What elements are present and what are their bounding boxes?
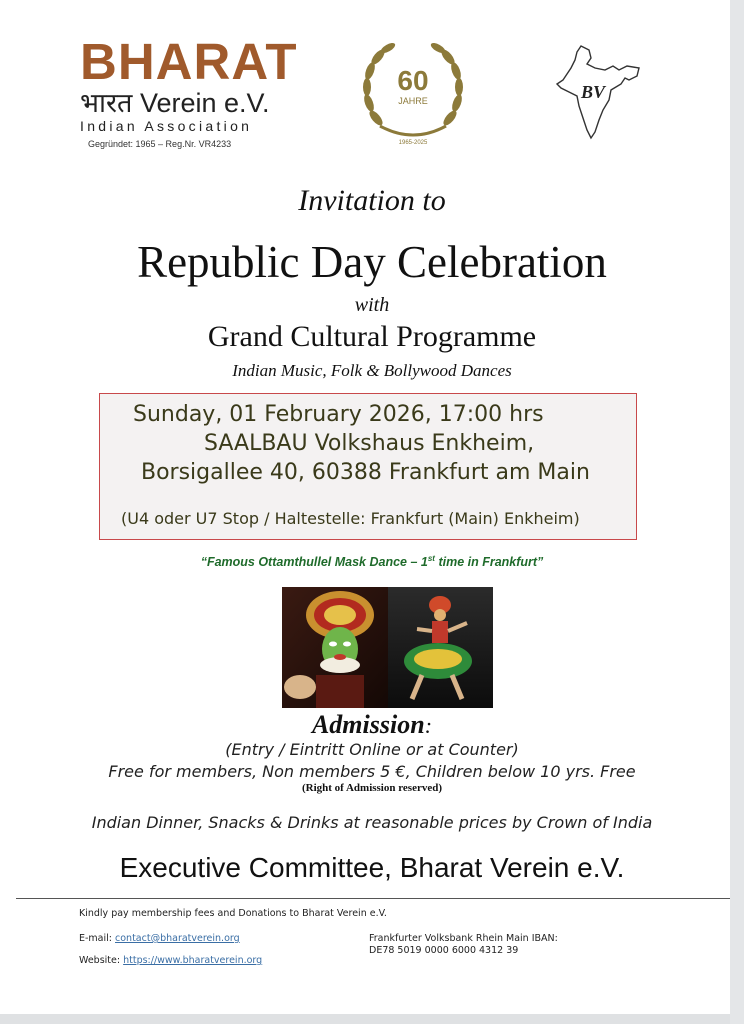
mask-dance-highlight xyxy=(0,554,744,569)
highlight-text-after: time in Frankfurt” xyxy=(434,555,544,570)
mask-dance-photos xyxy=(282,587,493,708)
right-scrollbar-area xyxy=(730,0,744,1024)
event-venue: SAALBAU Volkshaus Enkheim, xyxy=(204,431,535,456)
admission-colon: : xyxy=(424,713,433,738)
bharat-verein-logo xyxy=(80,34,310,154)
bank-name: Frankfurter Volksbank Rhein Main IBAN: xyxy=(369,933,558,944)
event-details-box xyxy=(99,393,637,540)
logo-bharat-word: BHARAT xyxy=(80,33,298,90)
logo-association-text: Indian Association xyxy=(80,118,253,134)
admission-entry: (Entry / Eintritt Online or at Counter) xyxy=(225,740,519,759)
email-link[interactable]: contact@bharatverein.org xyxy=(115,933,240,944)
event-date-time: Sunday, 01 February 2026, 17:00 hrs xyxy=(133,402,544,427)
admission-heading xyxy=(0,710,744,740)
website-link[interactable]: https://www.bharatverein.org xyxy=(123,955,263,966)
membership-fees-note: Kindly pay membership fees and Donations to Bharat Verein e.V. xyxy=(79,908,387,919)
admission-reserved: (Right of Admission reserved) xyxy=(301,782,443,794)
with-text: with xyxy=(354,294,390,316)
founded-text: Gegründet: 1965 – Reg.Nr. VR4233 xyxy=(88,139,232,149)
website-line xyxy=(79,955,262,967)
bottom-edge xyxy=(0,1014,730,1024)
invitation-intro: Invitation to xyxy=(298,184,446,217)
admission-heading-text: Admission xyxy=(311,710,425,739)
highlight-text-before: “Famous Ottamthullel Mask Dance – 1 xyxy=(200,555,428,570)
email-label: E-mail: xyxy=(79,933,116,944)
highlight-superscript: st xyxy=(427,554,435,563)
event-transport: (U4 oder U7 Stop / Haltestelle: Frankfurt (Main) Enkheim) xyxy=(121,509,580,528)
logo-verein-line xyxy=(80,88,270,118)
event-title: Republic Day Celebration xyxy=(137,237,607,287)
admission-pricing: Free for members, Non members 5 €, Children below 10 yrs. Free xyxy=(108,762,636,781)
india-map-icon xyxy=(553,44,645,140)
email-line xyxy=(79,933,240,945)
executive-committee-signature: Executive Committee, Bharat Verein e.V. xyxy=(119,852,625,883)
programme-title: Grand Cultural Programme xyxy=(207,320,537,353)
bank-iban: DE78 5019 0000 6000 4312 39 xyxy=(369,945,519,956)
website-label: Website: xyxy=(79,955,124,966)
jubilee-number: 60 xyxy=(397,65,429,96)
jubilee-years: 1965-2025 xyxy=(398,140,428,146)
programme-subtitle: Indian Music, Folk & Bollywood Dances xyxy=(232,361,512,380)
logo-verein-text: Verein e.V. xyxy=(139,88,270,118)
india-map-logo xyxy=(553,44,645,140)
jubilee-word: JAHRE xyxy=(398,96,428,106)
dance-photo-image xyxy=(282,587,493,708)
map-initials: BV xyxy=(580,82,606,102)
jubilee-emblem xyxy=(358,40,468,146)
dinner-info: Indian Dinner, Snacks & Drinks at reasonable prices by Crown of India xyxy=(91,813,653,832)
laurel-wreath-icon xyxy=(358,40,468,146)
logo-hindi-text: भारत xyxy=(80,88,133,118)
footer-divider xyxy=(16,898,730,899)
event-address: Borsigallee 40, 60388 Frankfurt am Main xyxy=(141,460,590,485)
